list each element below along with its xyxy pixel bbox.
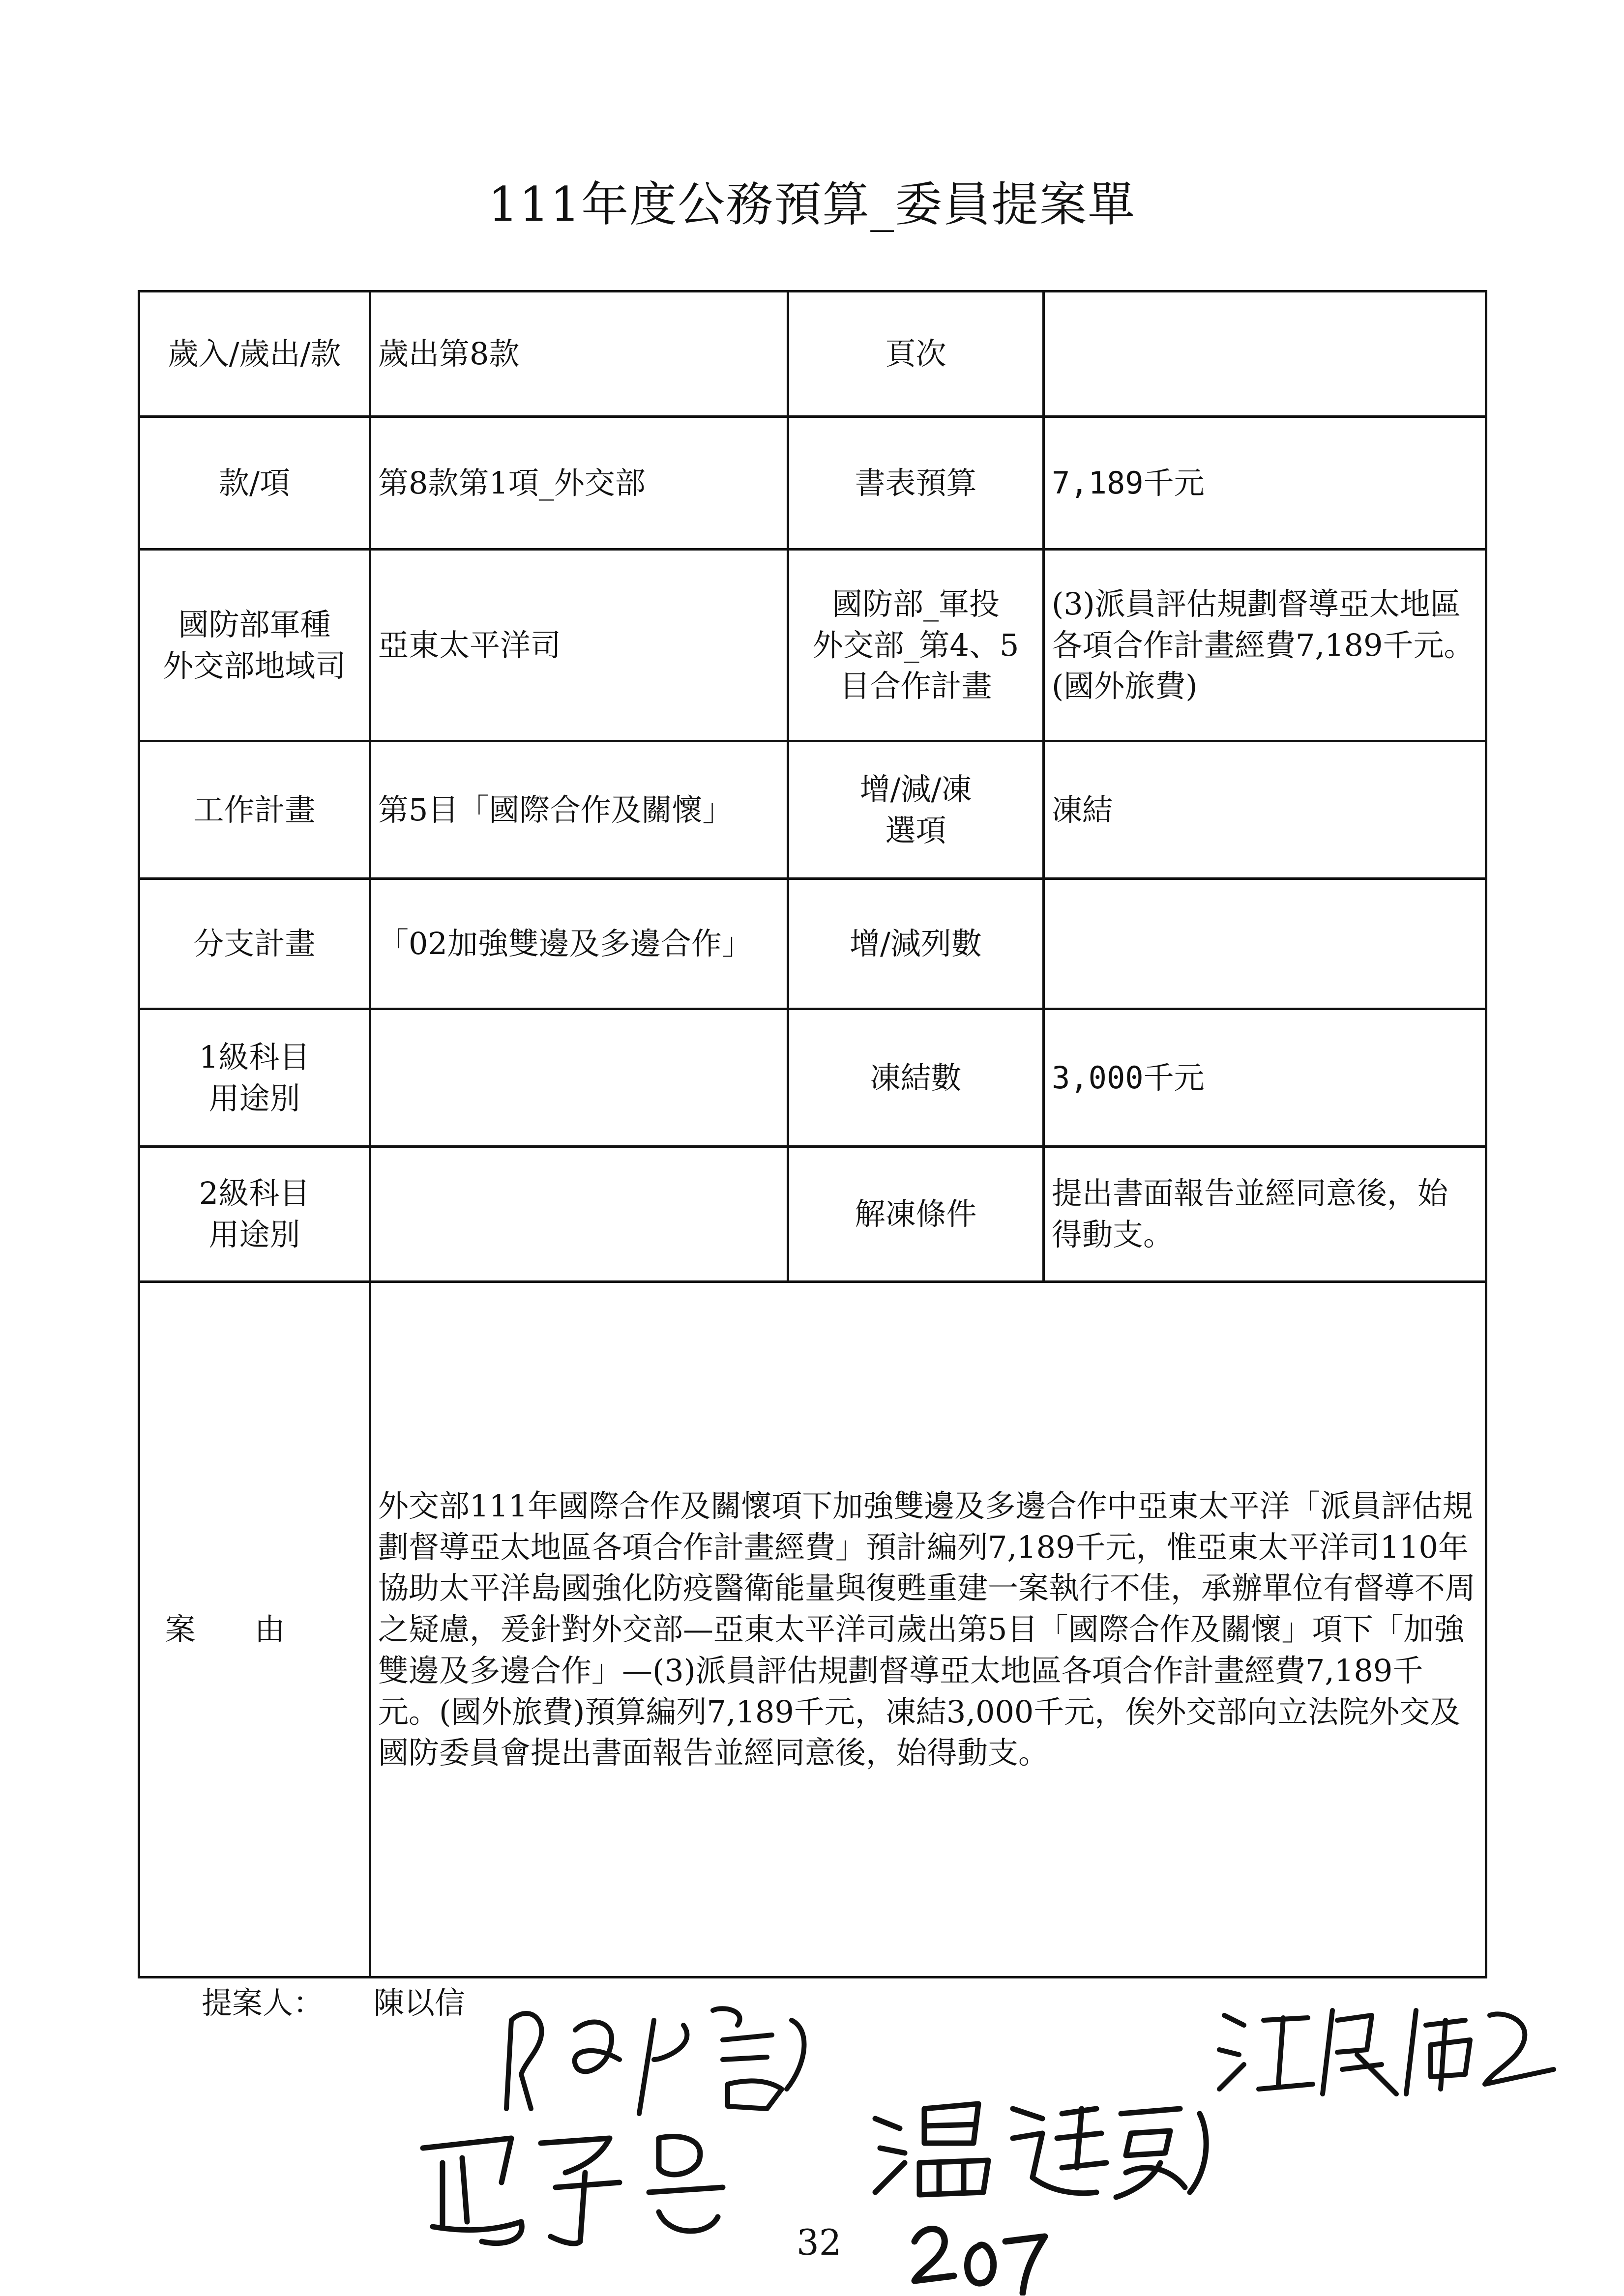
label-reason: 案由 <box>139 1282 370 1977</box>
handwritten-number <box>905 2212 1052 2296</box>
label-level1-subject <box>139 1009 370 1147</box>
value-category: 歲出第8款 <box>370 291 788 417</box>
label-level2-line1: 2級科目 <box>199 1175 310 1212</box>
proposal-form-table <box>138 290 1487 1978</box>
label-department <box>139 550 370 741</box>
table-row <box>139 741 1486 879</box>
value-sub-plan: 「02加強雙邊及多邊合作」 <box>370 879 788 1009</box>
value-section: 第8款第1項_外交部 <box>370 417 788 550</box>
label-section: 款/項 <box>139 417 370 550</box>
value-page <box>1044 291 1486 417</box>
table-row <box>139 550 1486 741</box>
label-level1-line1: 1級科目 <box>199 1039 310 1075</box>
signature-2 <box>403 2109 747 2256</box>
label-level1-line2: 用途別 <box>208 1080 300 1116</box>
signature-4 <box>1210 1991 1564 2104</box>
value-budget: 7,189千元 <box>1044 417 1486 550</box>
label-adjust-line1: 增/減/凍 <box>859 771 972 807</box>
label-level2-line2: 用途別 <box>208 1217 300 1252</box>
label-department-line2: 外交部地域司 <box>163 647 346 684</box>
label-work-plan: 工作計畫 <box>139 741 370 879</box>
table-row <box>139 417 1486 550</box>
label-frozen-amount: 凍結數 <box>788 1009 1044 1147</box>
label-coop-line3: 目合作計畫 <box>839 668 992 704</box>
value-level2-subject <box>370 1147 788 1282</box>
value-cooperation-plan: (3)派員評估規劃督導亞太地區各項合作計畫經費7,189千元。(國外旅費) <box>1044 550 1486 741</box>
label-cooperation-plan <box>788 550 1044 741</box>
label-coop-line2: 外交部_第4、5 <box>812 627 1019 663</box>
page-number: 32 <box>797 2222 842 2263</box>
label-department-line1: 國防部軍種 <box>178 606 331 642</box>
label-unfreeze-condition: 解凍條件 <box>788 1147 1044 1282</box>
table-row <box>139 1147 1486 1282</box>
label-adjust-option <box>788 741 1044 879</box>
reason-text: 外交部111年國際合作及關懷項下加強雙邊及多邊合作中亞東太平洋「派員評估規劃督導亞太地區各項合作計畫經費」預計編列7,189千元，惟亞東太平洋司110年協助太平洋島國強化防疫醫衛能量與復甦重建一案執行不佳，承辦單位有督導不周之疑慮，爰針對外交部—亞東太平洋司歲出第5目「國際合作及關懷」項下「加強雙邊及多邊合作」—(3)派員評估規劃督導亞太地區各項合作計畫經費7,189千元。(國外旅費)預算編列7,189千元，凍結3,000千元，俟外交部向立法院外交及國防委員會提出書面報告並經同意後，始得動支。 <box>370 1282 1486 1977</box>
signature-1 <box>492 1991 836 2119</box>
label-page: 頁次 <box>788 291 1044 417</box>
value-frozen-amount: 3,000千元 <box>1044 1009 1486 1147</box>
signature-3 <box>865 2079 1239 2207</box>
label-budget: 書表預算 <box>788 417 1044 550</box>
table-row <box>139 291 1486 417</box>
label-level2-subject <box>139 1147 370 1282</box>
value-adjust-amount <box>1044 879 1486 1009</box>
proposer-name: 陳以信 <box>374 1985 466 2021</box>
value-adjust-option: 凍結 <box>1044 741 1486 879</box>
value-level1-subject <box>370 1009 788 1147</box>
table-row <box>139 879 1486 1009</box>
label-category: 歲入/歲出/款 <box>139 291 370 417</box>
table-row <box>139 1009 1486 1147</box>
value-work-plan: 第5目「國際合作及關懷」 <box>370 741 788 879</box>
proposer-label: 提案人： <box>202 1985 324 2021</box>
label-adjust-amount: 增/減列數 <box>788 879 1044 1009</box>
label-coop-line1: 國防部_軍投 <box>831 585 1000 622</box>
page-title: 111年度公務預算_委員提案單 <box>488 177 1136 232</box>
table-row <box>139 1282 1486 1977</box>
value-department: 亞東太平洋司 <box>370 550 788 741</box>
label-sub-plan: 分支計畫 <box>139 879 370 1009</box>
label-adjust-line2: 選項 <box>885 812 946 848</box>
value-unfreeze-condition: 提出書面報告並經同意後，始得動支。 <box>1044 1147 1486 1282</box>
